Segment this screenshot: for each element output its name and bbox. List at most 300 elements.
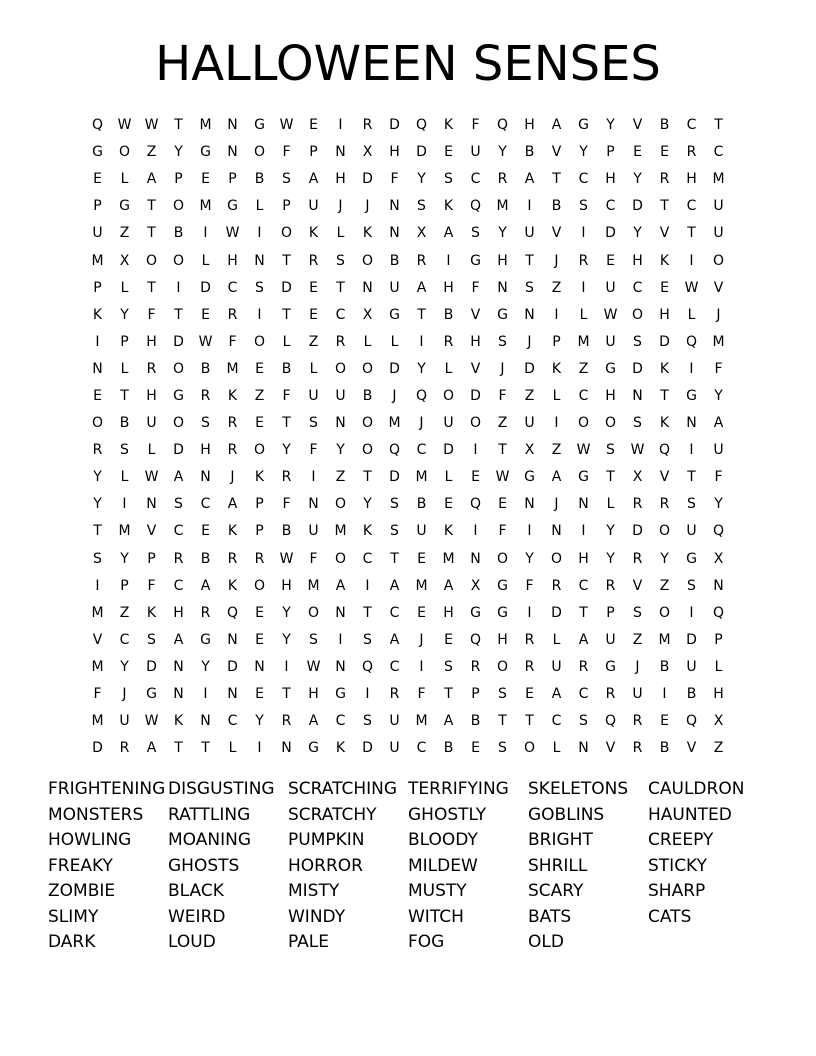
grid-letter: Q (469, 496, 482, 513)
search-word: RATTLING (168, 804, 251, 825)
grid-letter: N (227, 686, 238, 703)
grid-letter: Z (497, 415, 508, 432)
grid-letter: T (417, 306, 426, 323)
grid-letter: V (146, 523, 157, 540)
grid-letter: H (497, 631, 508, 648)
grid-letter: M (442, 550, 455, 567)
grid-letter: D (470, 387, 481, 404)
grid-letter: I (581, 523, 586, 540)
grid-letter: B (254, 171, 265, 188)
grid-letter: F (282, 496, 291, 513)
grid-letter: T (687, 225, 696, 242)
grid-letter: S (93, 550, 102, 567)
grid-letter: L (390, 333, 399, 350)
grid-letter: I (176, 279, 181, 296)
grid-letter: T (282, 252, 291, 269)
grid-letter: Q (469, 631, 482, 648)
grid-letter: G (119, 198, 130, 215)
grid-letter: U (308, 387, 319, 404)
grid-letter: P (552, 333, 561, 350)
grid-letter: C (416, 740, 427, 757)
grid-letter: H (713, 686, 724, 703)
grid-letter: K (227, 523, 238, 540)
search-word: SHRILL (528, 855, 588, 876)
grid-letter: H (470, 333, 481, 350)
grid-letter: E (444, 631, 453, 648)
grid-letter: L (255, 198, 264, 215)
grid-letter: U (443, 415, 454, 432)
grid-row (84, 573, 732, 600)
grid-letter: Q (712, 523, 725, 540)
grid-letter: C (119, 631, 130, 648)
grid-letter: C (686, 198, 697, 215)
grid-letter: W (306, 658, 321, 675)
grid-letter: X (632, 469, 643, 486)
word-list-row (48, 930, 788, 956)
grid-letter: K (659, 252, 670, 269)
grid-letter: Y (579, 144, 588, 161)
grid-letter: G (146, 686, 157, 703)
grid-letter: Y (633, 225, 642, 242)
grid-letter: V (92, 631, 103, 648)
grid-letter: U (713, 225, 724, 242)
grid-letter: I (527, 604, 532, 621)
grid-letter: L (201, 252, 210, 269)
grid-letter: N (335, 658, 346, 675)
grid-letter: T (687, 469, 696, 486)
grid-letter: Z (632, 631, 643, 648)
grid-letter: O (253, 144, 266, 161)
grid-letter: R (632, 713, 643, 730)
grid-letter: R (632, 740, 643, 757)
grid-letter: S (498, 333, 507, 350)
grid-letter: A (443, 577, 454, 594)
grid-letter: A (173, 469, 184, 486)
grid-letter: Y (498, 144, 507, 161)
grid-letter: X (524, 442, 535, 459)
grid-letter: U (416, 523, 427, 540)
grid-letter: B (443, 306, 454, 323)
grid-letter: B (659, 658, 670, 675)
grid-letter: M (415, 713, 428, 730)
grid-letter: I (581, 225, 586, 242)
grid-letter: A (227, 496, 238, 513)
grid-letter: D (389, 360, 400, 377)
grid-letter: I (257, 225, 262, 242)
grid-letter: S (174, 496, 183, 513)
grid-letter: E (471, 740, 480, 757)
grid-letter: J (122, 686, 127, 703)
grid-letter: S (498, 740, 507, 757)
search-word: TERRIFYING (408, 779, 509, 800)
grid-letter: V (470, 360, 481, 377)
search-word: LOUD (168, 932, 216, 953)
grid-letter: F (714, 469, 723, 486)
grid-letter: M (91, 604, 104, 621)
grid-letter: S (633, 333, 642, 350)
grid-letter: D (632, 198, 643, 215)
grid-letter: F (390, 171, 399, 188)
grid-letter: Z (308, 333, 319, 350)
grid-letter: T (282, 306, 291, 323)
grid-letter: J (716, 306, 721, 323)
grid-letter: U (389, 713, 400, 730)
grid-letter: V (605, 740, 616, 757)
grid-letter: M (199, 117, 212, 134)
grid-letter: F (282, 144, 291, 161)
grid-letter: G (335, 686, 346, 703)
grid-letter: H (335, 171, 346, 188)
grid-letter: I (122, 496, 127, 513)
grid-letter: Y (525, 550, 534, 567)
grid-letter: B (551, 198, 562, 215)
grid-letter: E (606, 252, 615, 269)
grid-letter: K (227, 387, 238, 404)
grid-letter: B (200, 550, 211, 567)
grid-letter: O (361, 442, 374, 459)
grid-letter: Y (606, 523, 615, 540)
grid-letter: R (659, 496, 670, 513)
grid-letter: M (658, 631, 671, 648)
search-word: CREEPY (648, 830, 714, 851)
grid-letter: C (578, 387, 589, 404)
grid-letter: N (92, 360, 103, 377)
grid-letter: O (361, 360, 374, 377)
grid-letter: Z (335, 469, 346, 486)
letter-grid (84, 112, 732, 762)
grid-letter: T (525, 713, 534, 730)
word-list-row (48, 879, 788, 905)
grid-letter: H (524, 117, 535, 134)
grid-letter: K (443, 198, 454, 215)
grid-letter: R (254, 550, 265, 567)
grid-letter: Y (93, 496, 102, 513)
search-word: WINDY (288, 906, 346, 927)
grid-letter: V (686, 740, 697, 757)
grid-letter: U (605, 333, 616, 350)
grid-letter: U (335, 387, 346, 404)
grid-letter: R (227, 306, 238, 323)
grid-letter: T (336, 279, 345, 296)
grid-letter: Z (551, 442, 562, 459)
grid-letter: T (120, 387, 129, 404)
grid-letter: V (632, 577, 643, 594)
grid-letter: A (713, 415, 724, 432)
grid-letter: N (578, 740, 589, 757)
grid-letter: V (470, 306, 481, 323)
grid-row (84, 383, 732, 410)
search-word: CATS (648, 906, 692, 927)
grid-letter: Y (363, 496, 372, 513)
grid-letter: P (471, 686, 480, 703)
grid-letter: F (471, 117, 480, 134)
grid-letter: R (551, 577, 562, 594)
grid-letter: J (338, 198, 343, 215)
grid-letter: L (120, 360, 129, 377)
grid-letter: N (335, 415, 346, 432)
grid-letter: L (120, 469, 129, 486)
grid-row (84, 302, 732, 329)
grid-letter: I (689, 360, 694, 377)
grid-letter: L (552, 387, 561, 404)
grid-letter: I (473, 523, 478, 540)
grid-letter: M (91, 713, 104, 730)
grid-letter: D (281, 279, 292, 296)
grid-letter: P (255, 523, 264, 540)
grid-letter: K (443, 523, 454, 540)
search-word: MISTY (288, 881, 340, 902)
grid-letter: Q (658, 442, 671, 459)
grid-letter: R (524, 631, 535, 648)
grid-letter: K (659, 360, 670, 377)
grid-letter: N (173, 658, 184, 675)
grid-letter: J (500, 360, 505, 377)
grid-letter: K (227, 577, 238, 594)
grid-letter: J (392, 387, 397, 404)
grid-letter: I (554, 415, 559, 432)
grid-letter: F (147, 577, 156, 594)
grid-letter: R (92, 442, 103, 459)
grid-letter: A (146, 740, 157, 757)
grid-letter: I (527, 198, 532, 215)
grid-letter: Y (201, 658, 210, 675)
grid-letter: I (581, 279, 586, 296)
grid-letter: T (714, 117, 723, 134)
grid-letter: R (119, 740, 130, 757)
grid-letter: P (93, 279, 102, 296)
grid-letter: N (389, 198, 400, 215)
grid-letter: F (282, 387, 291, 404)
search-word: FRIGHTENING (48, 779, 166, 800)
grid-letter: B (119, 415, 130, 432)
grid-letter: N (524, 306, 535, 323)
grid-letter: R (605, 686, 616, 703)
grid-letter: R (335, 333, 346, 350)
grid-letter: N (686, 415, 697, 432)
grid-letter: V (659, 225, 670, 242)
grid-letter: N (362, 279, 373, 296)
grid-letter: I (95, 577, 100, 594)
grid-letter: J (419, 415, 424, 432)
grid-letter: Q (361, 658, 374, 675)
grid-letter: E (471, 469, 480, 486)
grid-letter: T (147, 198, 156, 215)
grid-letter: J (527, 333, 532, 350)
grid-letter: R (227, 442, 238, 459)
grid-letter: L (228, 740, 237, 757)
grid-letter: R (200, 604, 211, 621)
grid-letter: S (498, 686, 507, 703)
grid-letter: C (227, 279, 238, 296)
grid-letter: H (389, 144, 400, 161)
grid-letter: K (551, 360, 562, 377)
grid-letter: R (686, 144, 697, 161)
grid-letter: F (228, 333, 237, 350)
grid-letter: U (524, 415, 535, 432)
grid-letter: R (605, 577, 616, 594)
grid-letter: C (578, 686, 589, 703)
grid-letter: D (443, 442, 454, 459)
grid-letter: G (254, 117, 265, 134)
grid-letter: S (444, 658, 453, 675)
grid-letter: M (91, 658, 104, 675)
grid-letter: M (226, 360, 239, 377)
grid-letter: U (308, 198, 319, 215)
grid-letter: P (120, 577, 129, 594)
grid-letter: Q (226, 604, 239, 621)
grid-letter: N (551, 523, 562, 540)
grid-letter: O (658, 604, 671, 621)
grid-letter: E (309, 306, 318, 323)
grid-letter: E (93, 387, 102, 404)
search-word: DARK (48, 932, 96, 953)
grid-letter: Y (336, 442, 345, 459)
grid-letter: K (362, 523, 373, 540)
grid-letter: W (279, 117, 294, 134)
grid-letter: K (362, 225, 373, 242)
grid-letter: L (714, 658, 723, 675)
grid-letter: O (280, 225, 293, 242)
grid-letter: Q (685, 713, 698, 730)
word-list-row (48, 777, 788, 803)
grid-letter: O (658, 523, 671, 540)
grid-letter: M (712, 333, 725, 350)
grid-letter: S (579, 713, 588, 730)
grid-letter: X (713, 713, 724, 730)
search-word: GHOSTS (168, 855, 240, 876)
grid-letter: O (172, 415, 185, 432)
grid-letter: U (92, 225, 103, 242)
grid-letter: C (551, 713, 562, 730)
grid-letter: O (604, 415, 617, 432)
grid-letter: A (443, 225, 454, 242)
grid-letter: O (307, 604, 320, 621)
grid-letter: Z (524, 387, 535, 404)
grid-letter: Q (388, 442, 401, 459)
grid-letter: H (146, 333, 157, 350)
grid-letter: N (227, 631, 238, 648)
grid-letter: T (363, 469, 372, 486)
word-list (48, 777, 788, 956)
grid-letter: U (551, 658, 562, 675)
grid-letter: D (173, 333, 184, 350)
grid-letter: I (473, 442, 478, 459)
grid-letter: S (579, 198, 588, 215)
grid-letter: K (335, 740, 346, 757)
search-word: OLD (528, 932, 564, 953)
grid-letter: Y (174, 144, 183, 161)
grid-letter: E (255, 360, 264, 377)
search-word: HAUNTED (648, 804, 732, 825)
grid-letter: E (201, 306, 210, 323)
grid-row (84, 735, 732, 762)
grid-letter: X (362, 306, 373, 323)
grid-letter: O (361, 415, 374, 432)
grid-letter: A (389, 577, 400, 594)
grid-letter: K (92, 306, 103, 323)
grid-letter: C (173, 577, 184, 594)
search-word: SCRATCHING (288, 779, 398, 800)
grid-letter: G (524, 469, 535, 486)
grid-letter: I (419, 333, 424, 350)
grid-letter: U (605, 279, 616, 296)
grid-letter: K (659, 415, 670, 432)
grid-letter: U (632, 686, 643, 703)
search-word: DISGUSTING (168, 779, 275, 800)
grid-letter: I (338, 631, 343, 648)
grid-letter: D (146, 658, 157, 675)
grid-letter: Y (93, 469, 102, 486)
search-word: HORROR (288, 855, 363, 876)
grid-letter: T (606, 469, 615, 486)
grid-letter: Y (282, 604, 291, 621)
grid-letter: X (470, 577, 481, 594)
grid-row (84, 356, 732, 383)
grid-letter: G (605, 360, 616, 377)
grid-letter: F (417, 686, 426, 703)
grid-letter: U (389, 279, 400, 296)
word-list-row (48, 828, 788, 854)
grid-letter: G (200, 631, 211, 648)
grid-letter: C (578, 171, 589, 188)
grid-letter: O (442, 387, 455, 404)
grid-letter: B (281, 523, 292, 540)
grid-letter: R (146, 360, 157, 377)
grid-letter: G (605, 658, 616, 675)
grid-letter: Q (496, 117, 509, 134)
grid-letter: H (443, 604, 454, 621)
grid-letter: U (119, 713, 130, 730)
grid-letter: T (363, 604, 372, 621)
search-word: MUSTY (408, 881, 467, 902)
grid-letter: W (630, 442, 645, 459)
grid-letter: C (686, 117, 697, 134)
grid-letter: G (470, 604, 481, 621)
grid-letter: T (174, 740, 183, 757)
word-list-row (48, 854, 788, 880)
grid-letter: U (308, 523, 319, 540)
grid-letter: I (257, 306, 262, 323)
grid-letter: B (524, 144, 535, 161)
grid-letter: G (497, 306, 508, 323)
grid-letter: K (254, 469, 265, 486)
grid-letter: T (147, 279, 156, 296)
grid-letter: Y (417, 171, 426, 188)
grid-letter: I (419, 658, 424, 675)
grid-row (84, 464, 732, 491)
grid-letter: S (390, 523, 399, 540)
grid-letter: C (200, 496, 211, 513)
grid-letter: F (309, 442, 318, 459)
grid-letter: N (524, 496, 535, 513)
grid-letter: P (120, 333, 129, 350)
grid-letter: F (498, 387, 507, 404)
grid-letter: O (334, 496, 347, 513)
grid-letter: E (660, 144, 669, 161)
grid-letter: L (552, 740, 561, 757)
grid-letter: G (497, 604, 508, 621)
grid-row (84, 247, 732, 274)
grid-letter: R (200, 387, 211, 404)
grid-letter: G (497, 577, 508, 594)
grid-letter: N (335, 604, 346, 621)
grid-letter: S (687, 577, 696, 594)
grid-letter: L (579, 306, 588, 323)
search-word: GHOSTLY (408, 804, 487, 825)
grid-letter: W (225, 225, 240, 242)
grid-letter: D (173, 442, 184, 459)
grid-letter: N (578, 496, 589, 513)
